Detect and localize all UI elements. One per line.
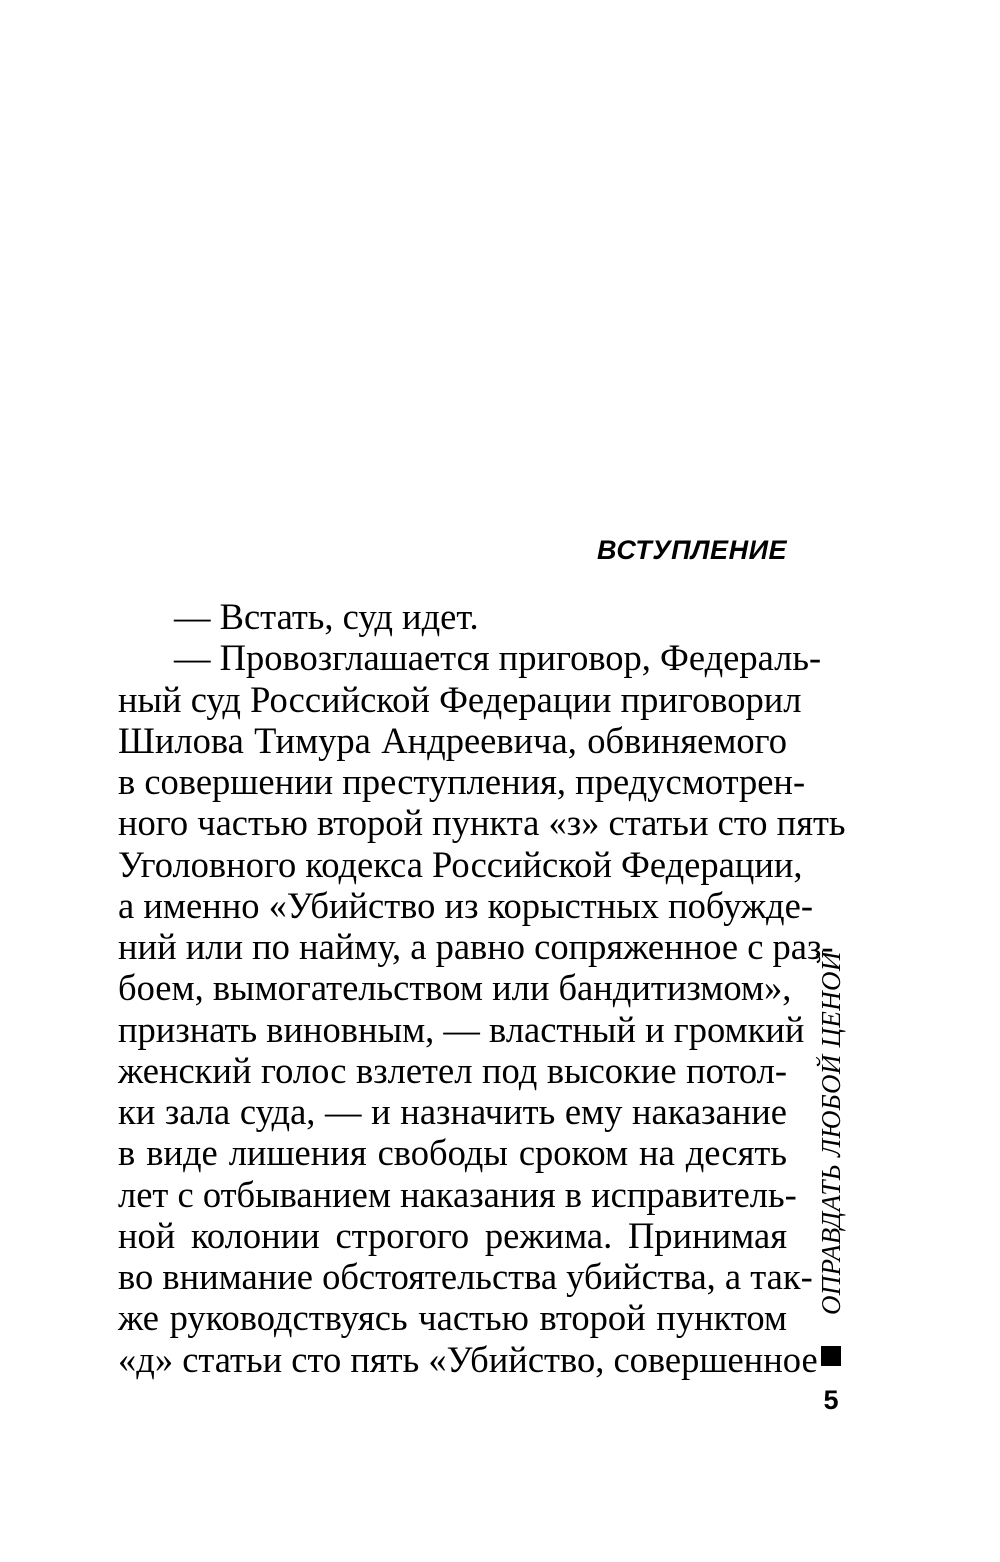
text-line: ки зала суда, — и назначить ему наказание xyxy=(118,1091,787,1132)
text-line: женский голос взлетел под высокие потол- xyxy=(118,1049,787,1091)
text-line: ний или по найму, а равно сопряженное с раз- xyxy=(118,926,834,967)
running-book-title: ОПРАВДАТЬ ЛЮБОЙ ЦЕНОЙ xyxy=(816,951,846,1315)
text-line: в виде лишения свободы сроком на десять xyxy=(118,1132,787,1174)
text-line: ного частью второй пункта «з» статьи сто пять xyxy=(118,802,846,844)
text-line: ной колонии строгого режима. Принимая xyxy=(118,1214,787,1256)
text-line: лет с отбыванием наказания в исправитель- xyxy=(118,1173,797,1215)
text-line: во внимание обстоятельства убийства, а так- xyxy=(118,1256,813,1297)
chapter-heading: ВСТУПЛЕНИЕ xyxy=(597,535,787,565)
text-line: — Встать, суд идет. xyxy=(174,596,479,637)
page-number: 5 xyxy=(823,1385,839,1415)
text-line: боем, вымогательством или бандитизмом», xyxy=(118,967,792,1009)
text-line: Шилова Тимура Андреевича, обвиняемого xyxy=(118,719,787,761)
text-line: ный суд Российской Федерации приговорил xyxy=(118,678,802,720)
text-line: в совершении преступления, предусмотрен- xyxy=(118,761,806,802)
text-line: Уголовного кодекса Российской Федерации, xyxy=(118,843,803,885)
text-line: а именно «Убийство из корыстных побужде- xyxy=(118,884,813,926)
text-line: «д» статьи сто пять «Убийство, совершенное xyxy=(118,1338,818,1380)
text-line: признать виновным, — властный и громкий xyxy=(118,1008,805,1050)
text-line: же руководствуясь частью второй пунктом xyxy=(118,1297,787,1339)
text-line: — Провозглашается приговор, Федераль- xyxy=(174,637,822,679)
square-bullet-icon xyxy=(821,1346,841,1366)
